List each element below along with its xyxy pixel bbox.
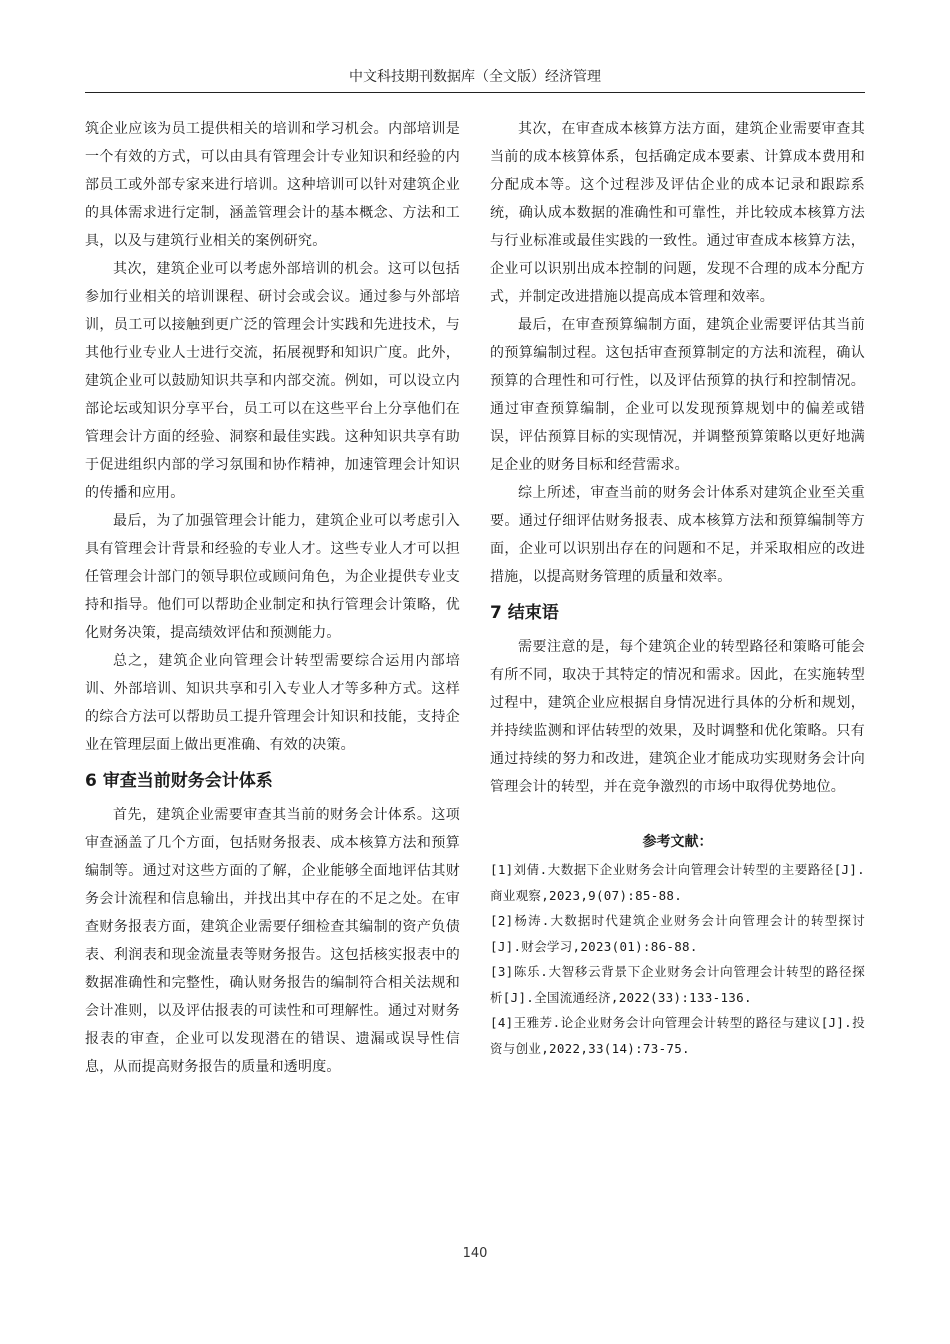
reference-item: [1]刘倩.大数据下企业财务会计向管理会计转型的主要路径[J].商业观察,2023,9(07):85-88.: [490, 862, 865, 903]
reference-item: [3]陈乐.大智移云背景下企业财务会计向管理会计转型的路径探析[J].全国流通经济,2022(33):133-136.: [490, 964, 865, 1005]
left-column: [85, 115, 460, 1081]
section-6-heading: 6 审查当前财务会计体系: [85, 771, 273, 791]
body-paragraph: 筑企业应该为员工提供相关的培训和学习机会。内部培训是一个有效的方式，可以由具有管理会计专业知识和经验的内部员工或外部专家来进行培训。这种培训可以针对建筑企业的具体需求进行定制，涵盖管理会计的基本概念、方法和工具，以及与建筑行业相关的案例研究。: [85, 121, 460, 249]
page-number: 140: [462, 1246, 488, 1261]
section-7-heading: 7 结束语: [490, 603, 559, 623]
reference-item: [4]王雅芳.论企业财务会计向管理会计转型的路径与建议[J].投资与创业,2022,33(14):73-75.: [490, 1015, 865, 1056]
body-paragraph: 其次，在审查成本核算方法方面，建筑企业需要审查其当前的成本核算体系，包括确定成本要素、计算成本费用和分配成本等。这个过程涉及评估企业的成本记录和跟踪系统，确认成本数据的准确性和可靠性，并比较成本核算方法与行业标准或最佳实践的一致性。通过审查成本核算方法，企业可以识别出成本控制的问题，发现不合理的成本分配方式，并制定改进措施以提高成本管理和效率。: [490, 121, 865, 305]
running-header: 中文科技期刊数据库（全文版）经济管理: [85, 66, 865, 93]
body-paragraph: 首先，建筑企业需要审查其当前的财务会计体系。这项审查涵盖了几个方面，包括财务报表、成本核算方法和预算编制等。通过对这些方面的了解，企业能够全面地评估其财务会计流程和信息输出，并找出其中存在的不足之处。在审查财务报表方面，建筑企业需要仔细检查其编制的资产负债表、利润表和现金流量表等财务报告。这包括核实报表中的数据准确性和完整性，确认财务报告的编制符合相关法规和会计准则，以及评估报表的可读性和可理解性。通过对财务报表的审查，企业可以发现潜在的错误、遗漏或误导性信息，从而提高财务报告的质量和透明度。: [85, 807, 460, 1075]
body-paragraph: 最后，在审查预算编制方面，建筑企业需要评估其当前的预算编制过程。这包括审查预算制定的方法和流程，确认预算的合理性和可行性，以及评估预算的执行和控制情况。通过审查预算编制，企业可以发现预算规划中的偏差或错误，评估预算目标的实现情况，并调整预算策略以更好地满足企业的财务目标和经营需求。: [490, 317, 865, 473]
body-paragraph: 需要注意的是，每个建筑企业的转型路径和策略可能会有所不同，取决于其特定的情况和需求。因此，在实施转型过程中，建筑企业应根据自身情况进行具体的分析和规划，并持续监测和评估转型的效果，及时调整和优化策略。只有通过持续的努力和改进，建筑企业才能成功实现财务会计向管理会计的转型，并在竞争激烈的市场中取得优势地位。: [490, 639, 865, 795]
body-paragraph: 其次，建筑企业可以考虑外部培训的机会。这可以包括参加行业相关的培训课程、研讨会或会议。通过参与外部培训，员工可以接触到更广泛的管理会计实践和先进技术，与其他行业专业人士进行交流，拓展视野和知识广度。此外，建筑企业可以鼓励知识共享和内部交流。例如，可以设立内部论坛或知识分享平台，员工可以在这些平台上分享他们在管理会计方面的经验、洞察和最佳实践。这种知识共享有助于促进组织内部的学习氛围和协作精神，加速管理会计知识的传播和应用。: [85, 261, 460, 501]
body-paragraph: 最后，为了加强管理会计能力，建筑企业可以考虑引入具有管理会计背景和经验的专业人才。这些专业人才可以担任管理会计部门的领导职位或顾问角色，为企业提供专业支持和指导。他们可以帮助企业制定和执行管理会计策略，优化财务决策，提高绩效评估和预测能力。: [85, 513, 460, 641]
references-title: 参考文献：: [642, 834, 713, 850]
body-paragraph: 综上所述，审查当前的财务会计体系对建筑企业至关重要。通过仔细评估财务报表、成本核算方法和预算编制等方面，企业可以识别出存在的问题和不足，并采取相应的改进措施，以提高财务管理的质量和效率。: [490, 485, 865, 585]
reference-item: [2]杨涛.大数据时代建筑企业财务会计向管理会计的转型探讨[J].财会学习,2023(01):86-88.: [490, 913, 865, 954]
right-column: [490, 115, 865, 1061]
body-paragraph: 总之，建筑企业向管理会计转型需要综合运用内部培训、外部培训、知识共享和引入专业人才等多种方式。这样的综合方法可以帮助员工提升管理会计知识和技能，支持企业在管理层面上做出更准确、有效的决策。: [85, 653, 460, 753]
